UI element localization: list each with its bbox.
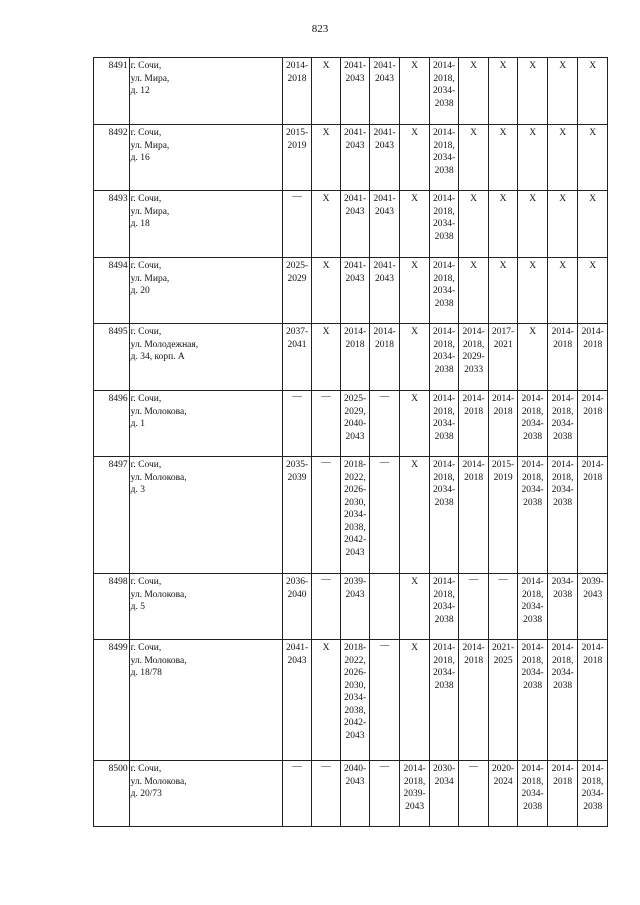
period-cell: —	[311, 391, 341, 457]
table-row	[94, 191, 608, 258]
table-row	[94, 761, 608, 827]
address-line: ул. Мира,	[130, 206, 170, 217]
period-cell: —	[311, 761, 341, 827]
row-number: 8499	[94, 640, 130, 761]
address-cell	[129, 125, 283, 191]
period-cell: X	[578, 58, 608, 125]
period-cell: —	[283, 391, 311, 457]
period-cell: 2014- 2018	[547, 324, 578, 391]
period-cell: 2041- 2043	[341, 191, 369, 258]
period-cell: X	[488, 191, 518, 258]
period-cell: 2014- 2018	[547, 761, 578, 827]
period-cell: X	[459, 258, 489, 324]
period-cell	[369, 574, 400, 640]
table-row	[94, 640, 608, 761]
address-line: д. 18/78	[130, 668, 162, 678]
period-cell: X	[578, 125, 608, 191]
address-line: г. Сочи,	[130, 327, 162, 337]
period-cell: X	[311, 640, 341, 761]
period-cell: 2014- 2018, 2034- 2038	[547, 391, 578, 457]
period-cell: 2014- 2018, 2034- 2038	[429, 258, 459, 324]
period-cell: X	[400, 391, 430, 457]
period-cell: 2014- 2018, 2034- 2038	[429, 640, 459, 761]
address-line: г. Сочи,	[130, 194, 162, 204]
address-line: д. 20	[130, 286, 150, 296]
period-cell: X	[400, 258, 430, 324]
period-cell: —	[369, 457, 400, 574]
period-cell: X	[311, 324, 341, 391]
period-cell: 2015- 2019	[488, 457, 518, 574]
period-cell: 2014- 2018	[459, 457, 489, 574]
address-line: д. 12	[130, 86, 150, 96]
period-cell: 2014- 2018	[578, 457, 608, 574]
address-line: д. 1	[130, 419, 145, 429]
period-cell: —	[459, 761, 489, 827]
address-line: ул. Мира,	[130, 140, 170, 151]
address-cell	[129, 391, 283, 457]
period-cell: X	[578, 258, 608, 324]
period-cell: —	[369, 761, 400, 827]
period-cell: 2036- 2040	[283, 574, 311, 640]
period-cell: —	[283, 761, 311, 827]
page-number: 823	[311, 23, 329, 35]
period-cell: X	[311, 191, 341, 258]
address-line: г. Сочи,	[130, 764, 162, 774]
period-cell: 2014- 2018, 2034- 2038	[429, 58, 459, 125]
address-line: ул. Мира,	[130, 73, 170, 84]
period-cell: X	[488, 258, 518, 324]
address-line: ул. Молокова,	[130, 472, 187, 483]
period-cell: X	[400, 191, 430, 258]
period-cell: 2018- 2022, 2026- 2030, 2034- 2038, 2042- 2043	[341, 640, 369, 761]
period-cell: X	[518, 324, 548, 391]
period-cell: 2021- 2025	[488, 640, 518, 761]
address-line: ул. Молокова,	[130, 406, 187, 417]
row-number: 8500	[94, 761, 130, 827]
address-line: д. 5	[130, 602, 145, 612]
period-cell: —	[283, 191, 311, 258]
registry-table	[93, 57, 608, 827]
period-cell: 2014- 2018, 2034- 2038	[578, 761, 608, 827]
address-line: г. Сочи,	[130, 577, 162, 587]
period-cell: 2041- 2043	[341, 258, 369, 324]
period-cell: 2014- 2018	[578, 640, 608, 761]
period-cell: 2014- 2018, 2034- 2038	[429, 324, 459, 391]
address-line: д. 16	[130, 153, 150, 163]
period-cell: X	[518, 191, 548, 258]
period-cell: 2014- 2018	[488, 391, 518, 457]
table-row	[94, 258, 608, 324]
row-number: 8498	[94, 574, 130, 640]
period-cell: 2018- 2022, 2026- 2030, 2034- 2038, 2042- 2043	[341, 457, 369, 574]
period-cell: 2014- 2018, 2034- 2038	[547, 457, 578, 574]
period-cell: 2014- 2018	[578, 324, 608, 391]
table-row	[94, 457, 608, 574]
period-cell: 2015- 2019	[283, 125, 311, 191]
period-cell: 2014- 2018, 2034- 2038	[547, 640, 578, 761]
table-row	[94, 574, 608, 640]
address-cell	[129, 640, 283, 761]
address-cell	[129, 191, 283, 258]
period-cell: X	[459, 191, 489, 258]
row-number: 8494	[94, 258, 130, 324]
address-cell	[129, 574, 283, 640]
address-line: г. Сочи,	[130, 643, 162, 653]
row-number: 8491	[94, 58, 130, 125]
table-row	[94, 324, 608, 391]
address-line: д. 18	[130, 219, 150, 229]
address-cell	[129, 258, 283, 324]
address-line: ул. Молокова,	[130, 776, 187, 787]
period-cell: 2014- 2018, 2039- 2043	[400, 761, 430, 827]
row-number: 8496	[94, 391, 130, 457]
table-row	[94, 125, 608, 191]
period-cell: 2030- 2034	[429, 761, 459, 827]
period-cell: 2041- 2043	[283, 640, 311, 761]
address-line: г. Сочи,	[130, 61, 162, 71]
address-line: г. Сочи,	[130, 460, 162, 470]
period-cell: X	[400, 457, 430, 574]
address-cell	[129, 761, 283, 827]
period-cell: 2014- 2018	[283, 58, 311, 125]
period-cell: X	[459, 125, 489, 191]
period-cell: 2034- 2038	[547, 574, 578, 640]
period-cell: X	[311, 258, 341, 324]
period-cell: X	[488, 125, 518, 191]
address-line: г. Сочи,	[130, 261, 162, 271]
address-line: д. 34, корп. А	[130, 352, 185, 362]
period-cell: 2014- 2018, 2029- 2033	[459, 324, 489, 391]
address-line: г. Сочи,	[130, 128, 162, 138]
period-cell: X	[400, 324, 430, 391]
period-cell: —	[369, 640, 400, 761]
period-cell: —	[369, 391, 400, 457]
table-row	[94, 391, 608, 457]
address-line: ул. Молокова,	[130, 655, 187, 666]
period-cell: X	[459, 58, 489, 125]
table-body	[94, 58, 608, 827]
period-cell: 2014- 2018, 2034- 2038	[518, 457, 548, 574]
period-cell: 2040- 2043	[341, 761, 369, 827]
period-cell: X	[400, 640, 430, 761]
period-cell: X	[400, 574, 430, 640]
row-number: 8495	[94, 324, 130, 391]
period-cell: X	[547, 191, 578, 258]
period-cell: X	[578, 191, 608, 258]
period-cell: 2041- 2043	[369, 191, 400, 258]
address-line: г. Сочи,	[130, 394, 162, 404]
period-cell: 2025- 2029, 2040- 2043	[341, 391, 369, 457]
period-cell: 2014- 2018, 2034- 2038	[429, 191, 459, 258]
period-cell: 2014- 2018, 2034- 2038	[518, 761, 548, 827]
period-cell: 2017- 2021	[488, 324, 518, 391]
period-cell: —	[311, 574, 341, 640]
row-number: 8493	[94, 191, 130, 258]
address-line: ул. Молокова,	[130, 589, 187, 600]
period-cell: 2025- 2029	[283, 258, 311, 324]
period-cell: 2014- 2018	[459, 640, 489, 761]
period-cell: X	[311, 58, 341, 125]
period-cell: 2020- 2024	[488, 761, 518, 827]
period-cell: X	[488, 58, 518, 125]
period-cell: 2041- 2043	[341, 58, 369, 125]
period-cell: 2014- 2018, 2034- 2038	[429, 457, 459, 574]
address-line: д. 20/73	[130, 789, 162, 799]
period-cell: X	[547, 58, 578, 125]
period-cell: 2014- 2018, 2034- 2038	[429, 125, 459, 191]
period-cell: 2037- 2041	[283, 324, 311, 391]
period-cell: —	[488, 574, 518, 640]
period-cell: 2014- 2018	[459, 391, 489, 457]
period-cell: X	[311, 125, 341, 191]
address-line: ул. Молодежная,	[130, 339, 199, 350]
period-cell: X	[547, 125, 578, 191]
period-cell: 2041- 2043	[369, 258, 400, 324]
row-number: 8492	[94, 125, 130, 191]
period-cell: X	[400, 58, 430, 125]
address-cell	[129, 58, 283, 125]
address-cell	[129, 457, 283, 574]
period-cell: 2041- 2043	[369, 125, 400, 191]
period-cell: —	[311, 457, 341, 574]
table-row	[94, 58, 608, 125]
address-line: д. 3	[130, 485, 145, 495]
period-cell: 2014- 2018	[369, 324, 400, 391]
period-cell: 2014- 2018, 2034- 2038	[518, 640, 548, 761]
period-cell: X	[400, 125, 430, 191]
period-cell: 2014- 2018, 2034- 2038	[429, 391, 459, 457]
period-cell: 2014- 2018, 2034- 2038	[429, 574, 459, 640]
period-cell: 2039- 2043	[341, 574, 369, 640]
period-cell: 2035- 2039	[283, 457, 311, 574]
period-cell: 2014- 2018	[341, 324, 369, 391]
period-cell: X	[518, 258, 548, 324]
address-cell	[129, 324, 283, 391]
period-cell: X	[547, 258, 578, 324]
period-cell: 2041- 2043	[341, 125, 369, 191]
period-cell: X	[518, 125, 548, 191]
period-cell: 2014- 2018	[578, 391, 608, 457]
period-cell: 2014- 2018, 2034- 2038	[518, 574, 548, 640]
row-number: 8497	[94, 457, 130, 574]
period-cell: —	[459, 574, 489, 640]
period-cell: 2041- 2043	[369, 58, 400, 125]
period-cell: 2039- 2043	[578, 574, 608, 640]
period-cell: 2014- 2018, 2034- 2038	[518, 391, 548, 457]
period-cell: X	[518, 58, 548, 125]
address-line: ул. Мира,	[130, 273, 170, 284]
